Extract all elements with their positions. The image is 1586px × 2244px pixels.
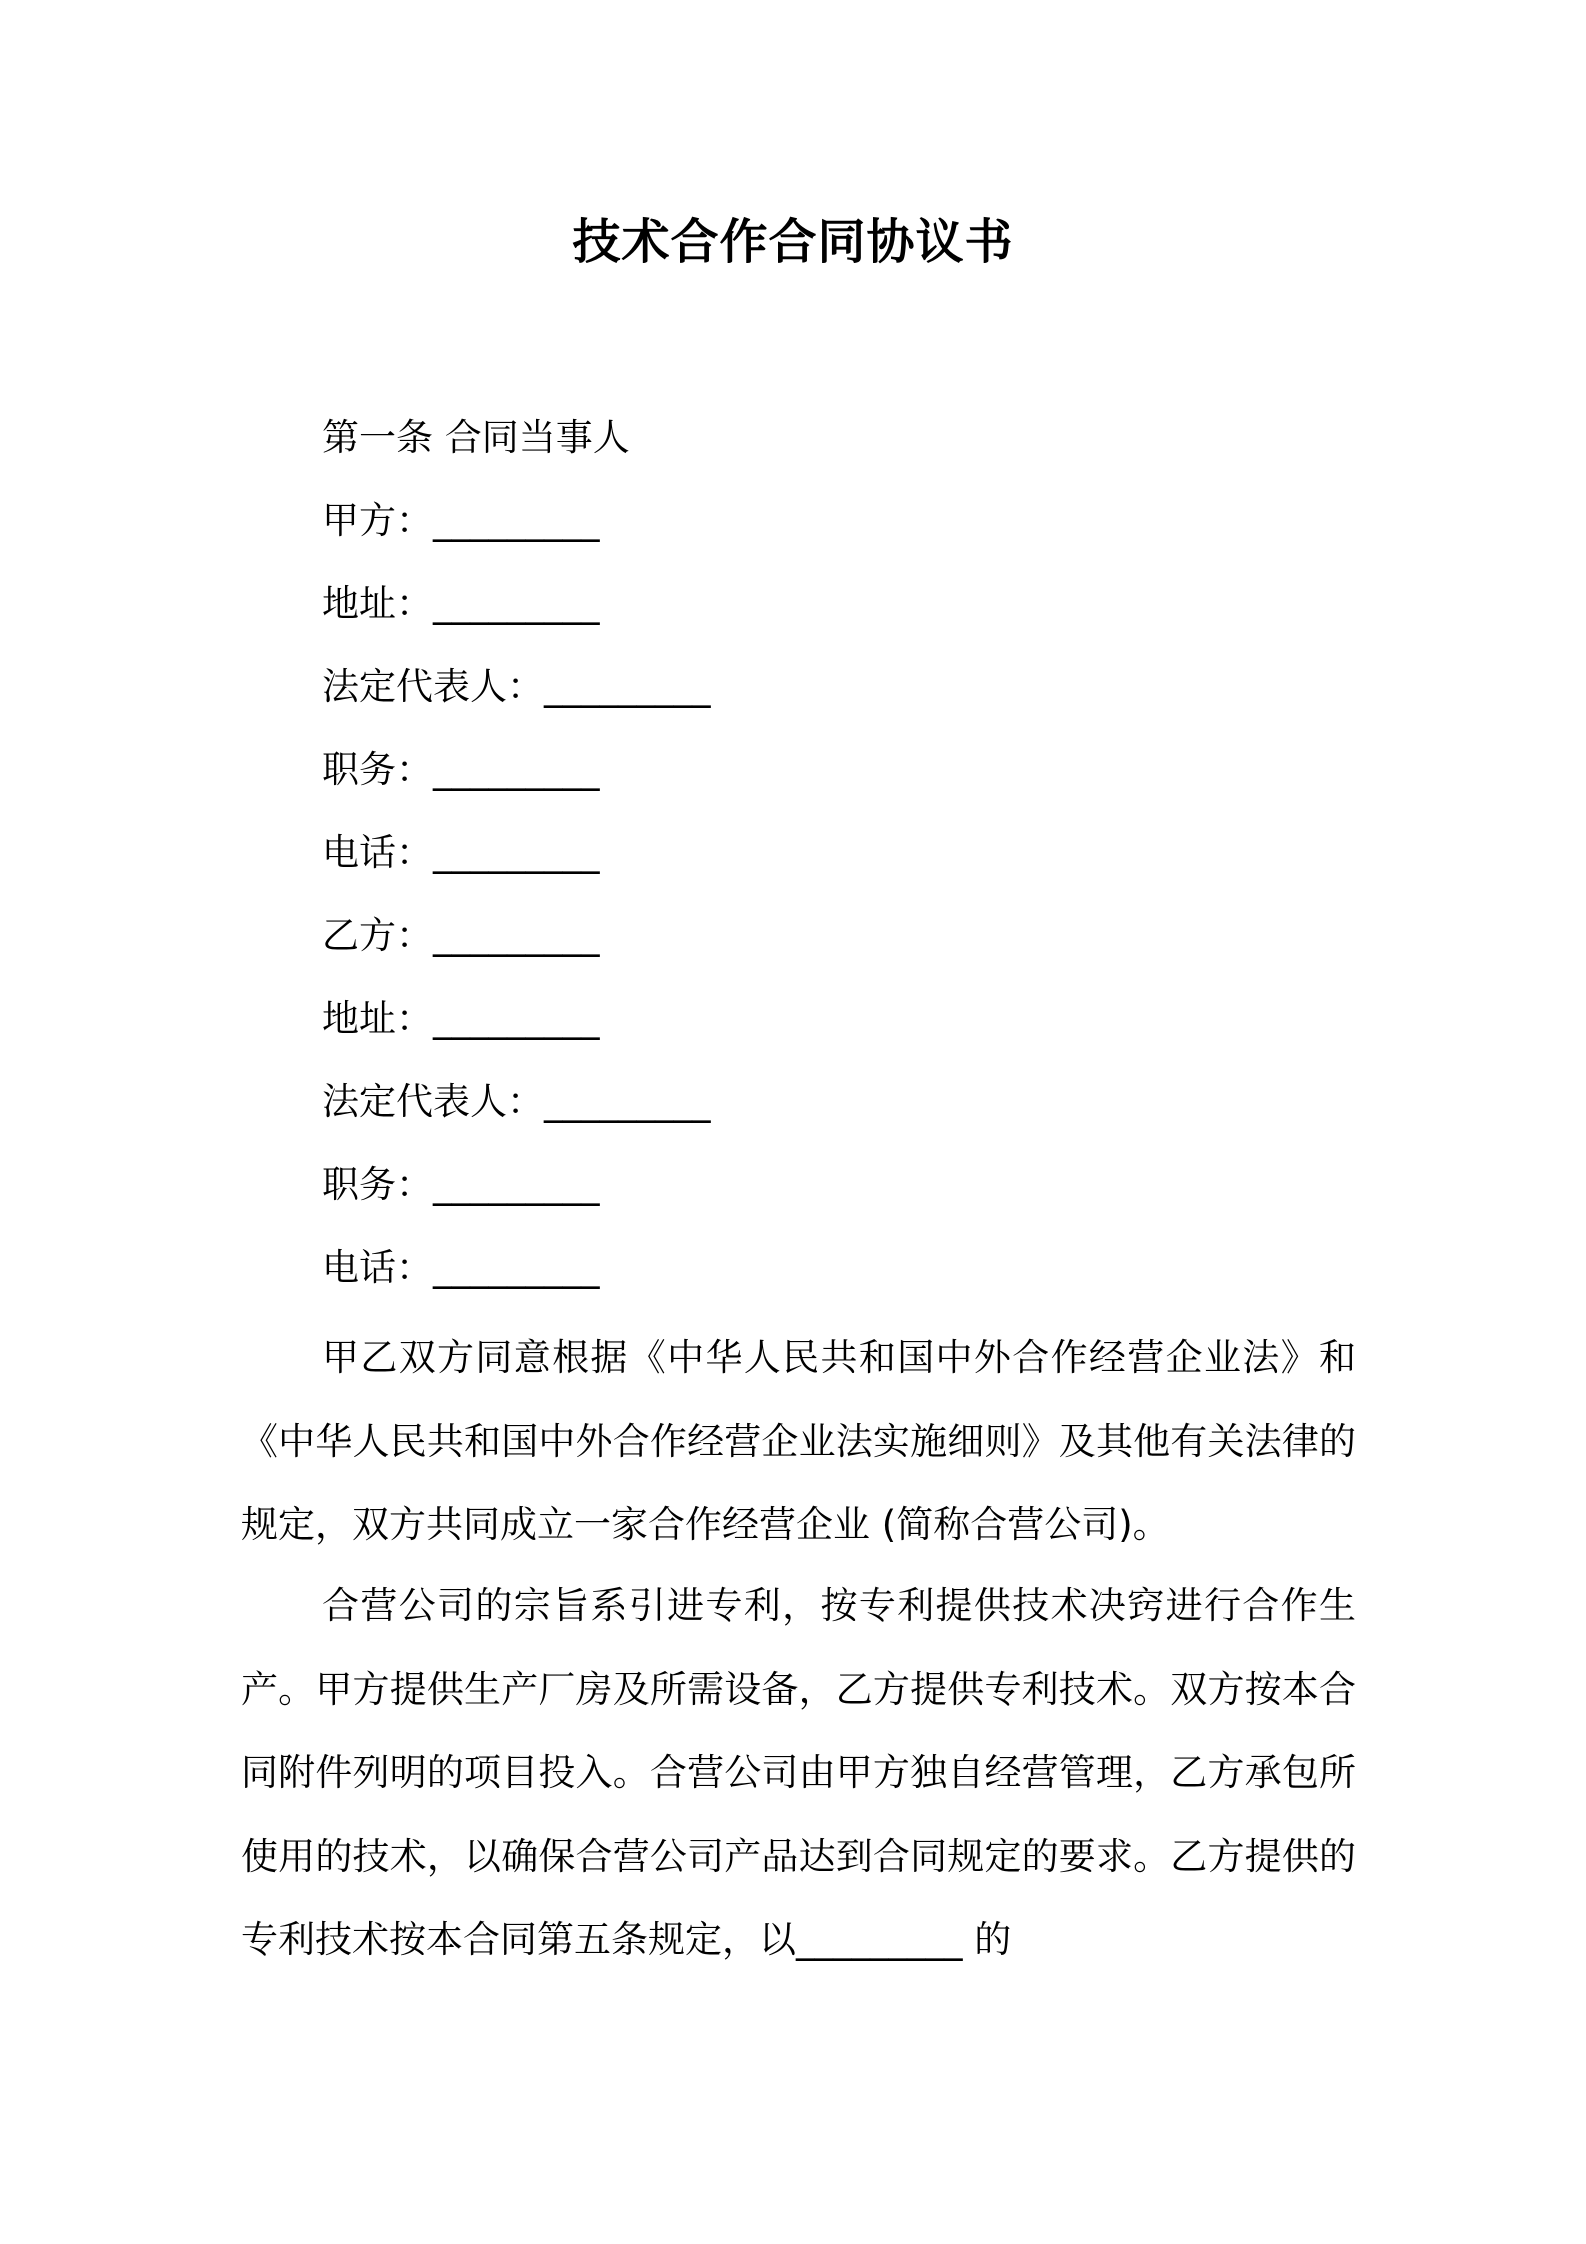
party-b-legal-rep-label: 法定代表人： <box>322 1080 544 1123</box>
document-title: 技术合作合同协议书 <box>572 214 1014 270</box>
party-b-position-label: 职务： <box>322 1163 433 1206</box>
party-b-address-field <box>322 994 600 1044</box>
party-a-address-blank: _________ <box>433 582 600 625</box>
party-a-phone-field <box>322 828 600 878</box>
party-b-position-blank: _________ <box>433 1163 600 1206</box>
party-b-legal-rep-field <box>322 1077 711 1127</box>
party-b-address-label: 地址： <box>322 997 433 1040</box>
party-b-name-label: 乙方： <box>322 914 433 957</box>
party-a-name-label: 甲方： <box>322 499 433 542</box>
party-b-name-field <box>322 911 600 961</box>
party-a-phone-blank: _________ <box>433 831 600 874</box>
party-b-legal-rep-blank: _________ <box>544 1080 711 1123</box>
party-a-name-field <box>322 496 600 546</box>
party-a-address-field <box>322 579 600 629</box>
paragraph-legal-basis: 甲乙双方同意根据《中华人民共和国中外合作经营企业法》和《中华人民共和国中外合作经营企业法实施细则》及其他有关法律的规定，双方共同成立一家合作经营企业 (简称合营公司)。 <box>241 1336 1356 1546</box>
party-a-position-field <box>322 745 600 795</box>
party-a-name-blank: _________ <box>433 499 600 542</box>
party-a-phone-label: 电话： <box>322 831 433 874</box>
party-a-legal-rep-field <box>322 662 711 712</box>
party-b-phone-blank: _________ <box>433 1246 600 1289</box>
party-b-phone-field <box>322 1243 600 1293</box>
party-b-phone-label: 电话： <box>322 1246 433 1289</box>
paragraph-company-purpose: 合营公司的宗旨系引进专利，按专利提供技术决窍进行合作生产。甲方提供生产厂房及所需设备，乙方提供专利技术。双方按本合同附件列明的项目投入。合营公司由甲方独自经营管理，乙方承包所使用的技术，以确保合营公司产品达到合同规定的要求。乙方提供的专利技术按本合同第五条规定，以_________ 的 <box>241 1584 1356 1961</box>
article-1-heading: 第一条 合同当事人 <box>322 416 630 459</box>
party-a-position-blank: _________ <box>433 748 600 791</box>
party-a-position-label: 职务： <box>322 748 433 791</box>
party-a-address-label: 地址： <box>322 582 433 625</box>
party-a-legal-rep-label: 法定代表人： <box>322 665 544 708</box>
party-b-name-blank: _________ <box>433 914 600 957</box>
party-a-legal-rep-blank: _________ <box>544 665 711 708</box>
party-b-position-field <box>322 1160 600 1210</box>
party-b-address-blank: _________ <box>433 997 600 1040</box>
